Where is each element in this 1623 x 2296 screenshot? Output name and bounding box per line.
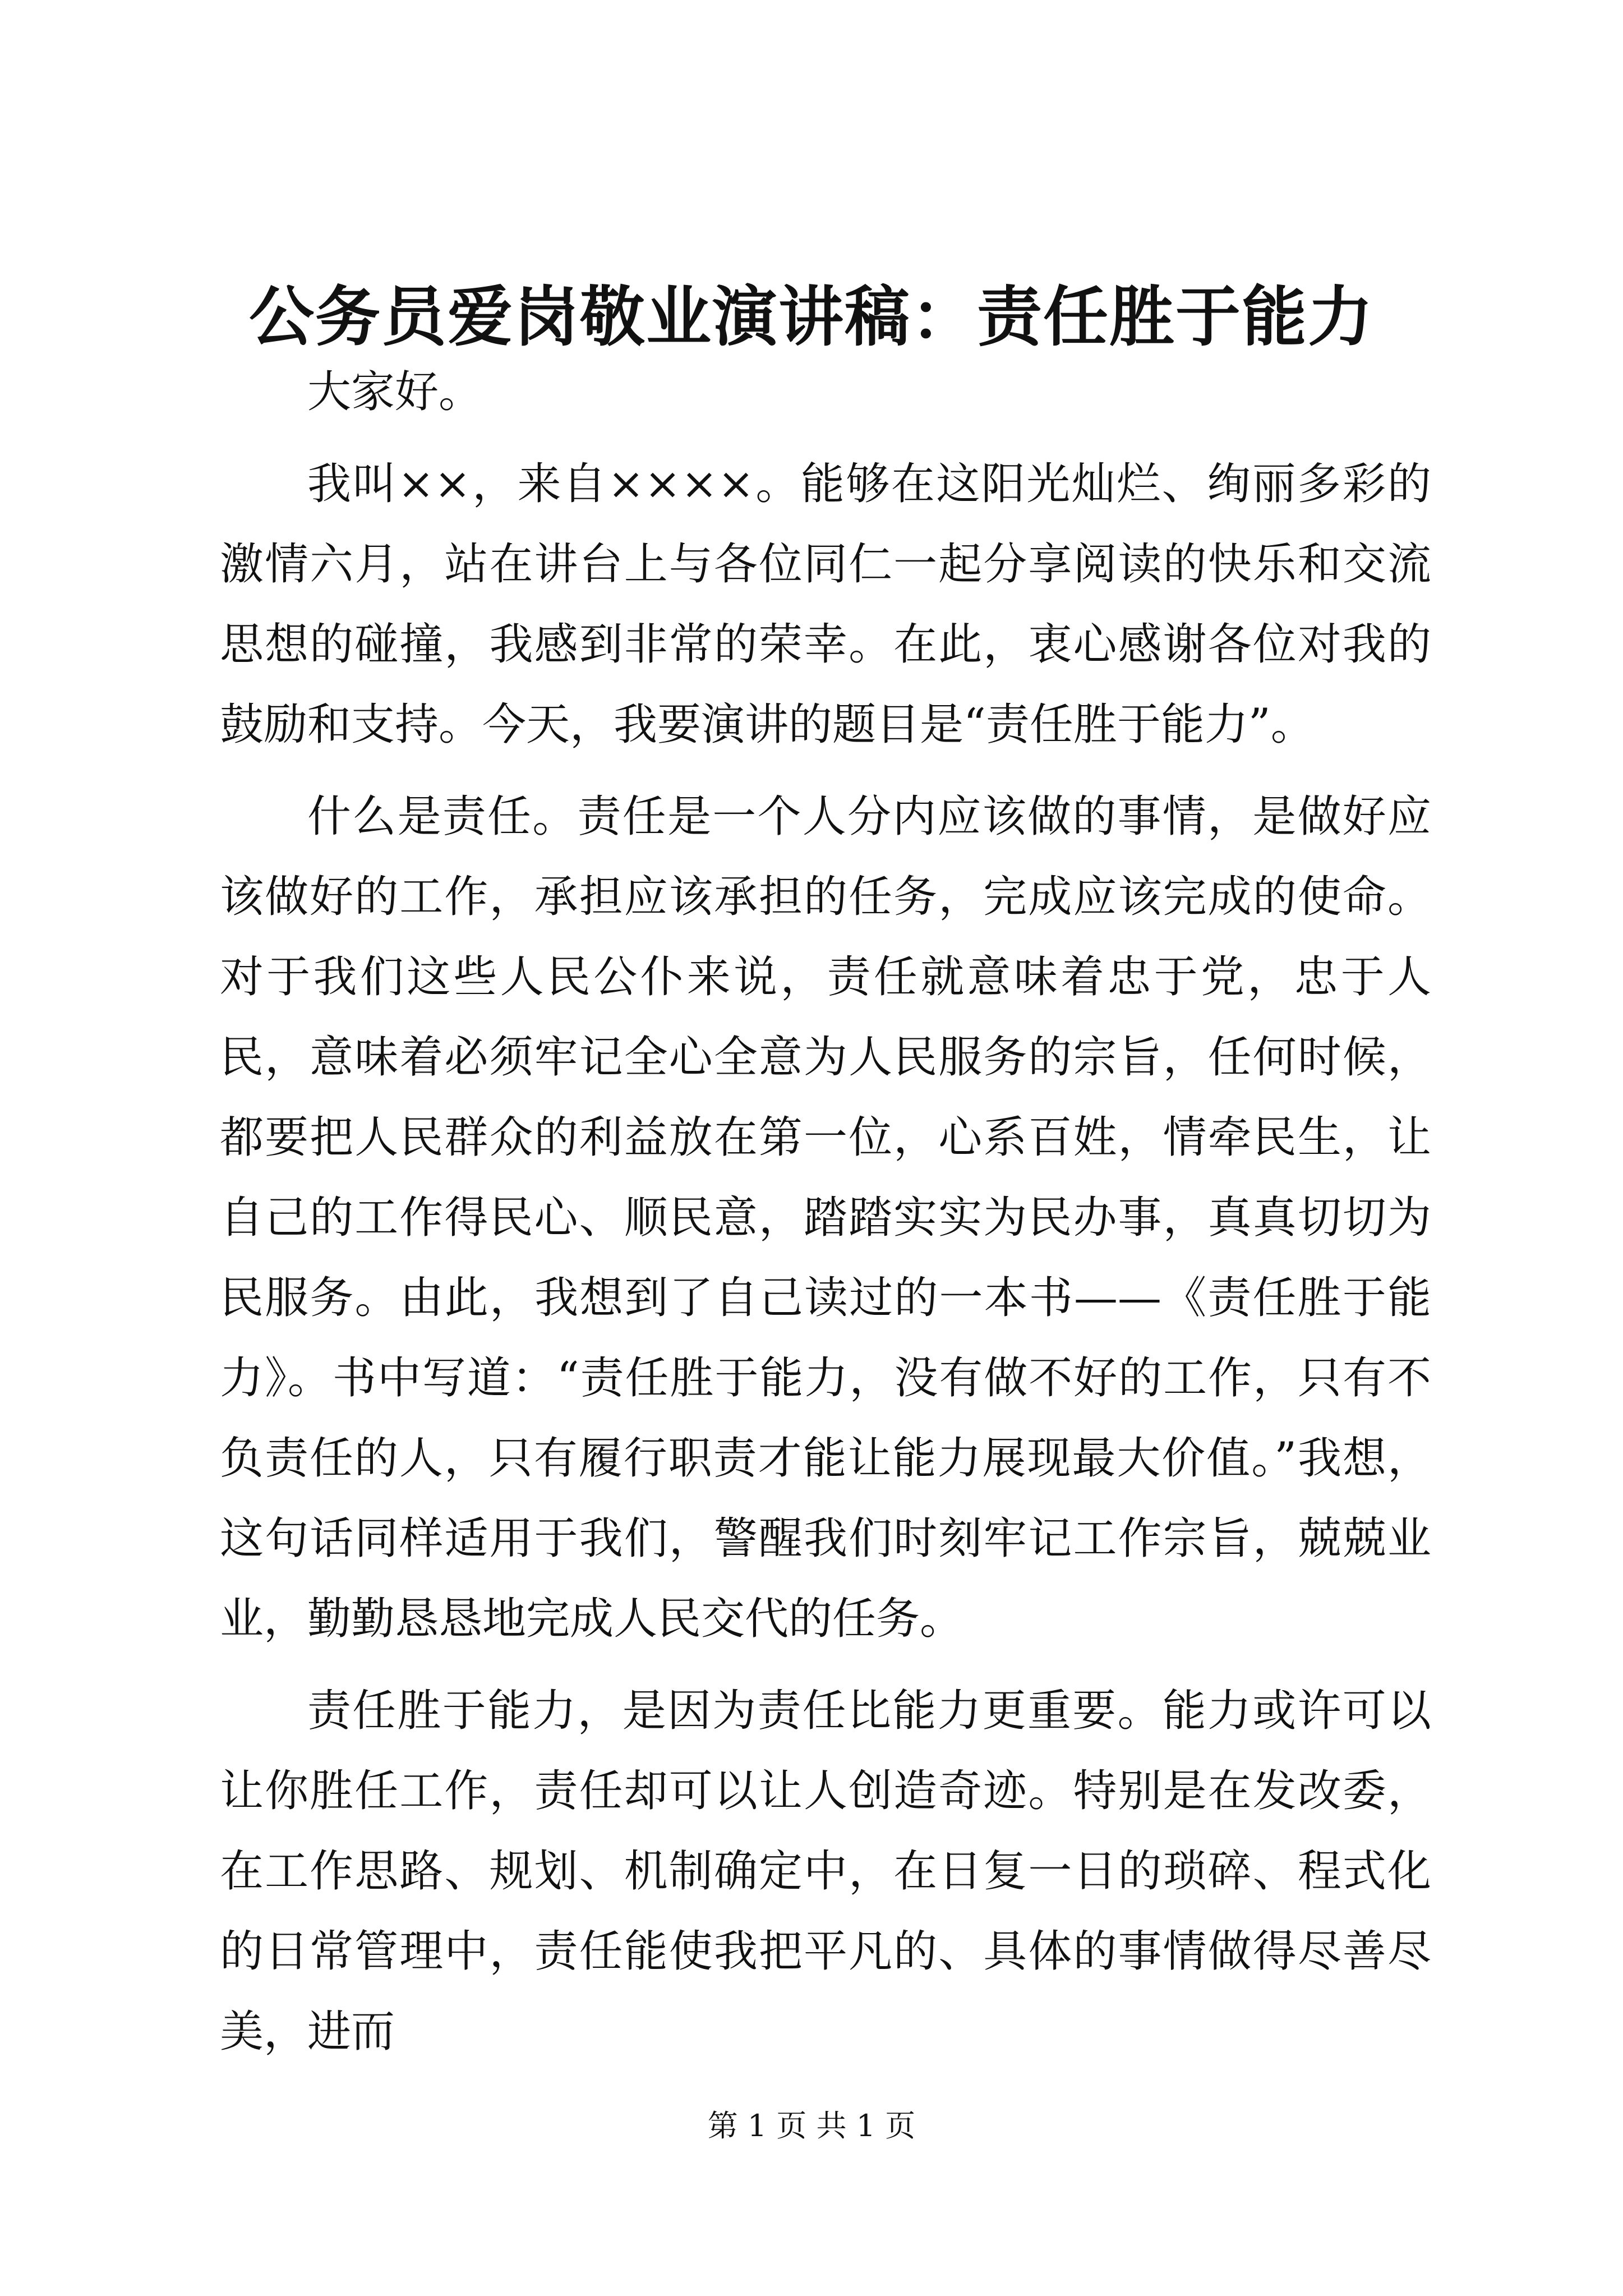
page-footer: 第 1 页 共 1 页 [707, 2108, 916, 2143]
document-body [220, 352, 1431, 2084]
paragraph-greeting: 大家好。 [307, 367, 483, 417]
paragraph-introduction: 我叫××，来自××××。能够在这阳光灿烂、绚丽多彩的激情六月，站在讲台上与各位同仁一起分享阅读的快乐和交流思想的碰撞，我感到非常的荣幸。在此，衷心感谢各位对我的鼓励和支持。今天，我要演讲的题目是“责任胜于能力”。 [220, 459, 1431, 750]
document-title: 公务员爱岗敬业演讲稿：责任胜于能力 [249, 279, 1374, 355]
paragraph-what-is-responsibility: 什么是责任。责任是一个人分内应该做的事情，是做好应该做好的工作，承担应该承担的任务，完成应该完成的使命。对于我们这些人民公仆来说，责任就意味着忠于党，忠于人民，意味着必须牢记全心全意为人民服务的宗旨，任何时候，都要把人民群众的利益放在第一位，心系百姓，情牵民生，让自己的工作得民心、顺民意，踏踏实实为民办事，真真切切为民服务。由此，我想到了自己读过的一本书——《责任胜于能力》。书中写道：“责任胜于能力，没有做不好的工作，只有不负责任的人，只有履行职责才能让能力展现最大价值。”我想，这句话同样适用于我们，警醒我们时刻牢记工作宗旨，兢兢业业，勤勤恳恳地完成人民交代的任务。 [220, 792, 1431, 1644]
paragraph-responsibility-over-ability: 责任胜于能力，是因为责任比能力更重要。能力或许可以让你胜任工作，责任却可以让人创造奇迹。特别是在发改委，在工作思路、规划、机制确定中，在日复一日的琐碎、程式化的日常管理中，责任能使我把平凡的、具体的事情做得尽善尽美，进而 [220, 1686, 1431, 2057]
